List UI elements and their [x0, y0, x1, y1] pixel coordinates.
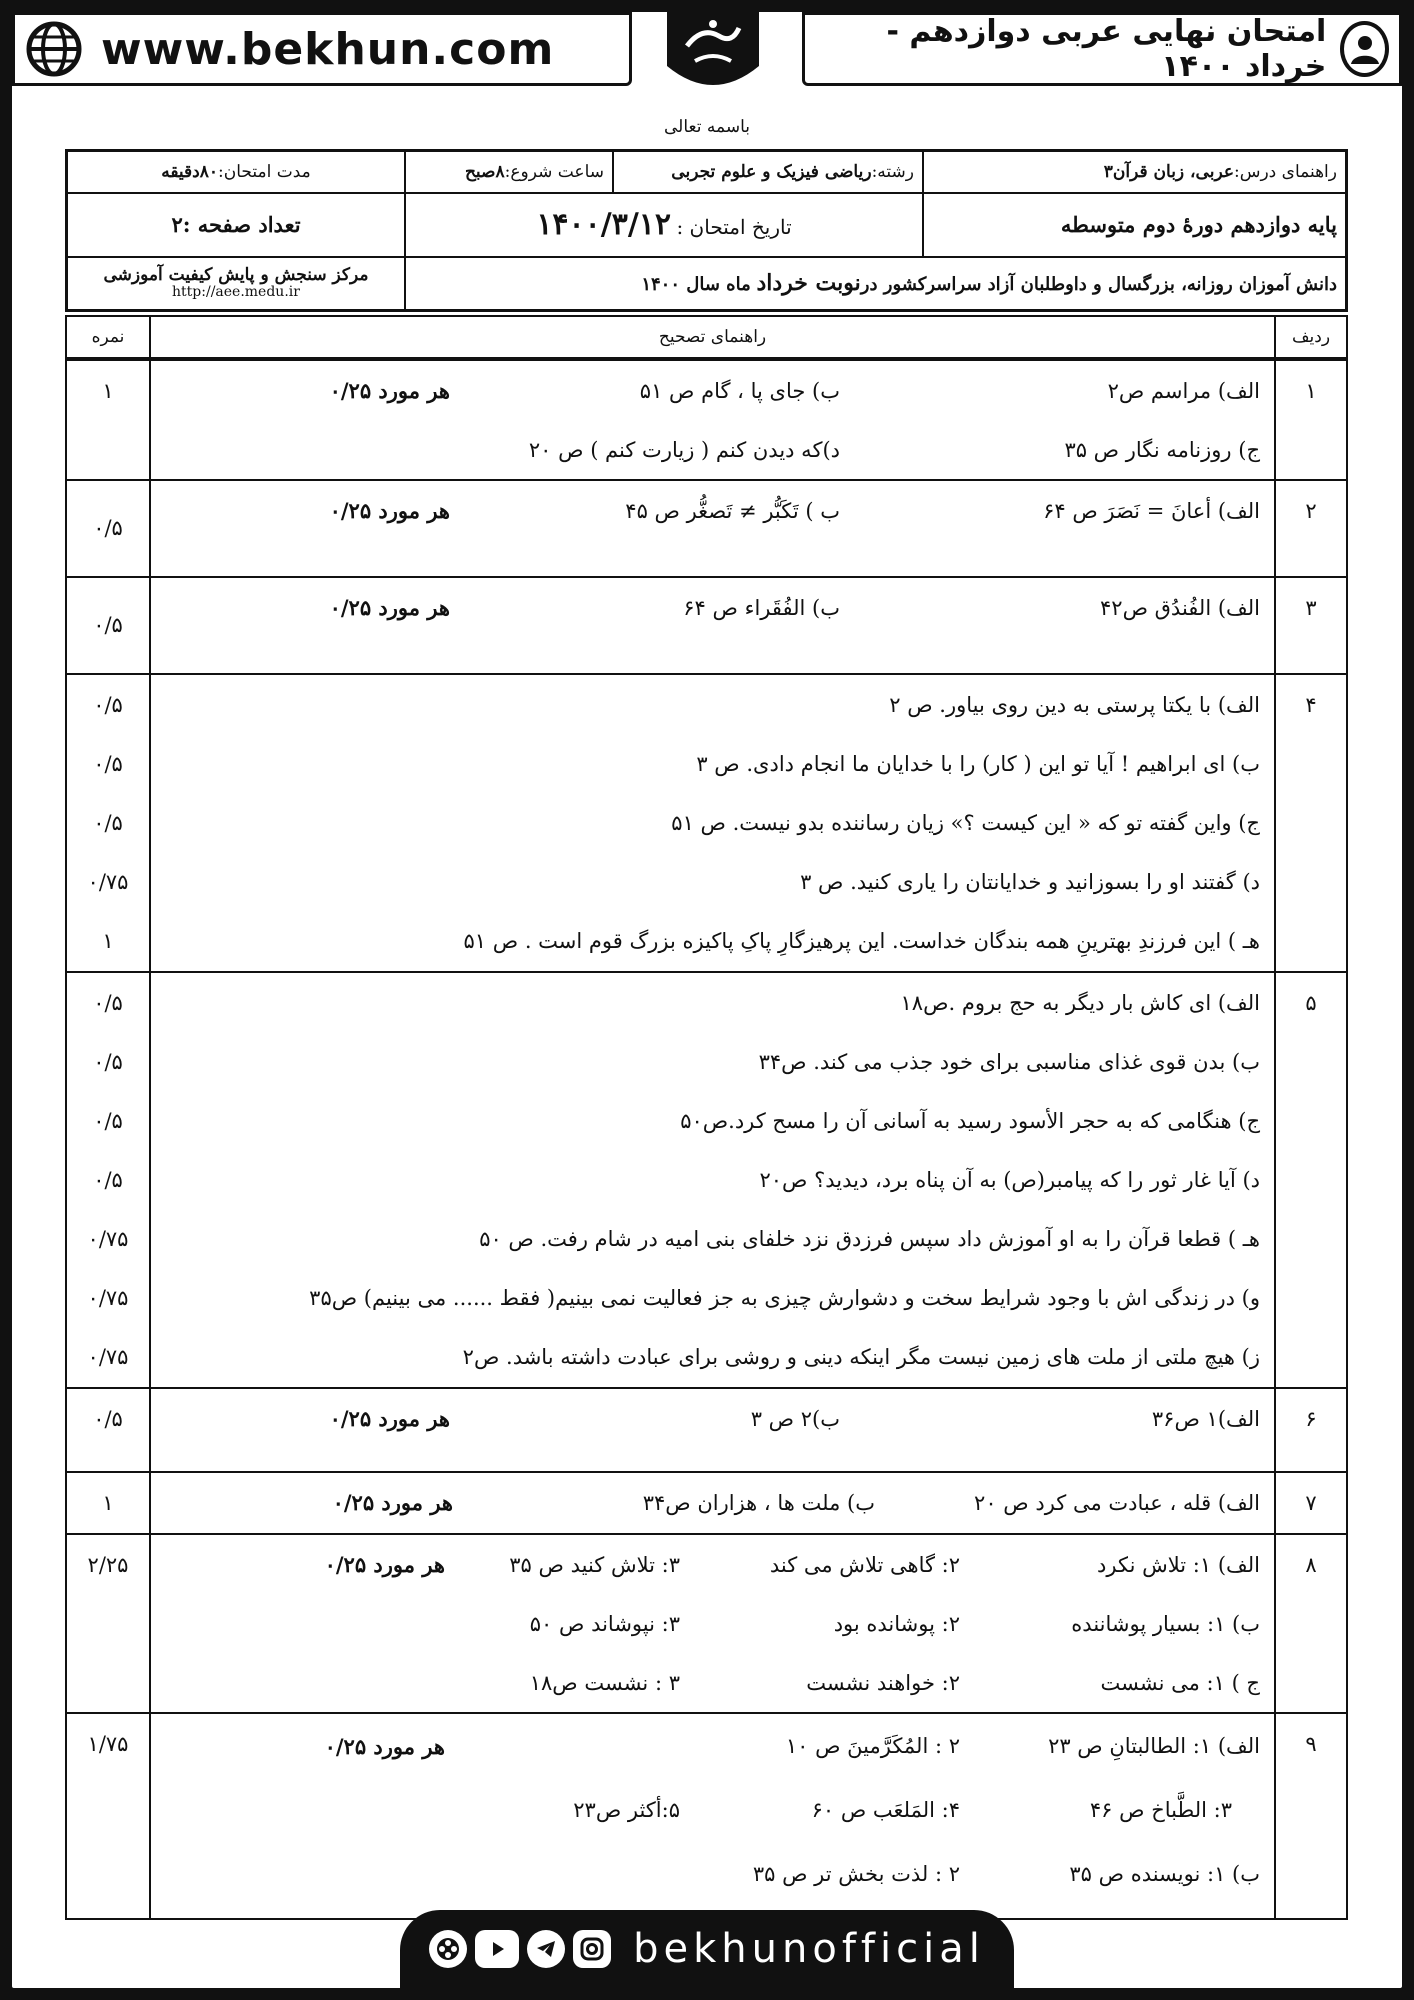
date-value: ۱۴۰۰/۳/۱۲	[536, 207, 672, 242]
answer-8a1: الف) ۱: تلاش نکرد	[1097, 1552, 1260, 1577]
answer-8b3: ۳: نپوشاند ص ۵۰	[529, 1611, 680, 1636]
course-label: راهنمای درس:	[1233, 161, 1337, 182]
answer-1b: ب) جای پا ، گام ص ۵۱	[639, 378, 840, 403]
telegram-icon[interactable]	[527, 1930, 565, 1968]
globe-icon[interactable]	[25, 20, 83, 78]
col-guide-header: راهنمای تصحیح	[150, 316, 1275, 359]
row-number: ۲	[1275, 480, 1347, 577]
answer-5f: و) در زندگی اش با وجود شرایط سخت و دشوارش چیزی به جز فعالیت نمی بینیم( فقط ...... می بینیم) ص۳۵	[309, 1285, 1260, 1310]
row-number: ۹	[1275, 1713, 1347, 1919]
answer-8b1: ب) ۱: بسیار پوشاننده	[1071, 1611, 1260, 1636]
start-label: ساعت شروع:	[504, 161, 604, 182]
field-value: ریاضی فیزیک و علوم تجربی	[671, 161, 872, 182]
answer-5b: ب) بدن قوی غذای مناسبی برای خود جذب می کند. ص۳۴	[758, 1049, 1260, 1074]
row-score: ۰/۵	[93, 1049, 123, 1074]
date-label: تاریخ امتحان :	[676, 215, 792, 239]
row-score: ۰/۵	[93, 990, 123, 1015]
answer-6b: ب)۲ ص ۳	[750, 1406, 840, 1431]
answer-1d: د)که دیدن کنم ( زیارت کنم ) ص ۲۰	[528, 437, 840, 462]
row-number: ۳	[1275, 577, 1347, 674]
score-note: هر مورد ۰/۲۵	[329, 498, 450, 523]
score-note: هر مورد ۰/۲۵	[324, 1552, 445, 1577]
answer-4c: ج) واین گفته تو که « این کیست ؟» زیان رساننده بدو نیست. ص ۵۱	[671, 810, 1260, 835]
students-session: نوبت خرداد	[756, 270, 861, 297]
table-row	[66, 674, 1347, 972]
grade-cell	[923, 193, 1347, 257]
answer-8c1: ج ) ۱: می نشست	[1100, 1670, 1260, 1695]
site-url[interactable]: www.bekhun.com	[101, 23, 555, 75]
duration-value: ۸۰دقیقه	[161, 161, 219, 182]
answer-9b1: ب) ۱: نویسنده ص ۳۵	[1069, 1862, 1260, 1886]
answer-8b2: ۲: پوشانده بود	[833, 1611, 960, 1636]
table-row	[66, 1534, 1347, 1713]
answer-4a: الف) با یکتا پرستی به دین روی بیاور. ص ۲	[889, 692, 1260, 717]
row-number: ۴	[1275, 674, 1347, 972]
table-row	[66, 480, 1347, 577]
answer-1a: الف) مراسم ص۲	[1107, 378, 1260, 403]
answer-6a: الف)۱ ص۳۶	[1151, 1406, 1260, 1431]
answer-4e: هـ ) این فرزندِ بهترینِ همه بندگان خداست. این پرهیزگارِ پاکِ پاکیزه بزرگ قوم است . ص ۵۱	[463, 928, 1260, 953]
youtube-icon[interactable]	[475, 1930, 519, 1968]
row-score: ۰/۷۵	[87, 1226, 129, 1251]
answer-5a: الف) ای کاش بار دیگر به حج بروم .ص۱۸	[900, 990, 1260, 1015]
row-score: ۱	[102, 928, 114, 953]
row-score: ۰/۷۵	[87, 869, 129, 894]
exam-title: امتحان نهایی عربی دوازدهم - خرداد ۱۴۰۰	[886, 14, 1327, 84]
center-name: مرکز سنجش و پایش کیفیت آموزشی	[103, 264, 369, 285]
row-score: ۰/۵	[93, 613, 123, 637]
header-site-box	[12, 12, 632, 86]
row-score: ۱	[102, 378, 114, 403]
row-score: ۰/۵	[93, 692, 123, 717]
answer-9b2: ۲ : لذت بخش تر ص ۳۵	[752, 1862, 960, 1886]
row-score: ۱/۷۵	[87, 1731, 129, 1756]
center-url[interactable]: http://aee.medu.ir	[172, 283, 300, 300]
col-score-header: نمره	[66, 316, 150, 359]
aparat-icon[interactable]	[429, 1930, 467, 1968]
answer-8c2: ۲: خواهند نشست	[806, 1670, 960, 1695]
exam-info-table	[65, 149, 1348, 312]
table-row	[66, 1472, 1347, 1534]
answer-5d: د) آیا غار ثور را که پیامبر(ص) به آن پناه برد، دیدید؟ ص۲۰	[759, 1167, 1260, 1192]
answer-2a: الف) أعانَ = نَصَرَ ص ۶۴	[1043, 498, 1260, 523]
bekhun-logo[interactable]	[657, 6, 769, 94]
row-score: ۰/۵	[93, 1406, 123, 1431]
row-number: ۶	[1275, 1388, 1347, 1472]
row-number: ۸	[1275, 1534, 1347, 1713]
row-score: ۰/۵	[93, 810, 123, 835]
row-score: ۰/۵	[93, 516, 123, 540]
col-row-header: ردیف	[1275, 316, 1347, 359]
answer-9a3: ۳: الطَّباخ ص ۴۶	[1089, 1798, 1232, 1822]
exam-sheet	[12, 12, 1402, 1988]
answer-8a3: ۳: تلاش کنید ص ۳۵	[509, 1552, 680, 1577]
answer-4d: د) گفتند او را بسوزانید و خدایانتان را یاری کنید. ص ۳	[800, 869, 1260, 894]
row-score: ۰/۷۵	[87, 1285, 129, 1310]
answer-1c: ج) روزنامه نگار ص ۳۵	[1064, 437, 1260, 462]
answer-key-table	[65, 315, 1348, 1920]
table-row	[66, 1713, 1347, 1919]
row-score: ۱	[102, 1490, 114, 1515]
row-number: ۷	[1275, 1472, 1347, 1534]
answer-8c3: ۳ : نشست ص۱۸	[529, 1670, 680, 1695]
start-value: ۸صبح	[464, 161, 505, 182]
table-row	[66, 972, 1347, 1388]
students-suffix: ماه سال ۱۴۰۰	[641, 274, 751, 296]
social-handle[interactable]: bekhunofficial	[633, 1926, 985, 1972]
answer-9a2: ۲ : المُکَرَّمینَ ص ۱۰	[785, 1734, 960, 1758]
row-score: ۰/۵	[93, 1167, 123, 1192]
pages-count: تعداد صفحه :۲	[171, 212, 301, 237]
answer-8a2: ۲: گاهی تلاش می کند	[769, 1552, 960, 1577]
table-row	[66, 359, 1347, 480]
user-icon[interactable]	[1340, 21, 1389, 77]
field-label: رشته:	[871, 161, 914, 182]
row-score: ۰/۵	[93, 751, 123, 776]
score-note: هر مورد ۰/۲۵	[329, 378, 450, 403]
answer-4b: ب) ای ابراهیم ! آیا تو این ( کار) را با خدایان ما انجام دادی. ص ۳	[696, 751, 1260, 776]
row-score: ۰/۷۵	[87, 1344, 129, 1369]
answer-7a: الف) قله ، عبادت می کرد ص ۲۰	[974, 1490, 1260, 1515]
duration-label: مدت امتحان:	[218, 161, 311, 182]
answer-5e: هـ ) قطعا قرآن را به او آموزش داد سپس فرزدق نزد خلفای بنی امیه در شام رفت. ص ۵۰	[479, 1226, 1260, 1251]
table-row	[66, 577, 1347, 674]
score-note: هر مورد ۰/۲۵	[324, 1733, 445, 1759]
score-note: هر مورد ۰/۲۵	[329, 595, 450, 620]
answer-5g: ز) هیچ ملتی از ملت های زمین نیست مگر اینکه دینی و روشی برای عبادت داشته باشد. ص۲	[462, 1344, 1260, 1369]
header-title-box	[802, 12, 1402, 86]
row-score: ۲/۲۵	[87, 1552, 129, 1577]
table-row	[66, 1388, 1347, 1472]
course-value: عربی، زبان قرآن۳	[1103, 161, 1234, 182]
answer-9a5: ۵:أکثر ص۲۳	[573, 1798, 680, 1822]
answer-2b: ب ) تَکَبُّر ≠ تَصغُّر ص ۴۵	[625, 498, 840, 523]
answer-5c: ج) هنگامی که به حجر الأسود رسید به آسانی آن را مسح کرد.ص۵۰	[680, 1108, 1260, 1133]
row-number: ۵	[1275, 972, 1347, 1388]
row-score: ۰/۵	[93, 1108, 123, 1133]
answer-3b: ب) الفُقَراء ص ۶۴	[683, 595, 840, 620]
answer-9a1: الف) ۱: الطالبتانِ ص ۲۳	[1048, 1734, 1260, 1758]
answer-3a: الف) الفُندُق ص۴۲	[1100, 595, 1260, 620]
row-number: ۱	[1275, 359, 1347, 480]
score-note: هر مورد ۰/۲۵	[332, 1490, 453, 1515]
answer-7b: ب) ملت ها ، هزاران ص۳۴	[642, 1490, 875, 1515]
answer-9a4: ۴: المَلعَب ص ۶۰	[811, 1798, 960, 1822]
grade-text: پایه دوازدهم دورهٔ دوم متوسطه	[1060, 212, 1337, 237]
basmala: باسمه تعالی	[664, 117, 750, 137]
score-note: هر مورد ۰/۲۵	[329, 1406, 450, 1431]
social-footer	[400, 1910, 1014, 1988]
instagram-icon[interactable]	[573, 1930, 611, 1968]
students-prefix: دانش آموزان روزانه، بزرگسال و داوطلبان آزاد سراسرکشور در	[860, 274, 1337, 296]
